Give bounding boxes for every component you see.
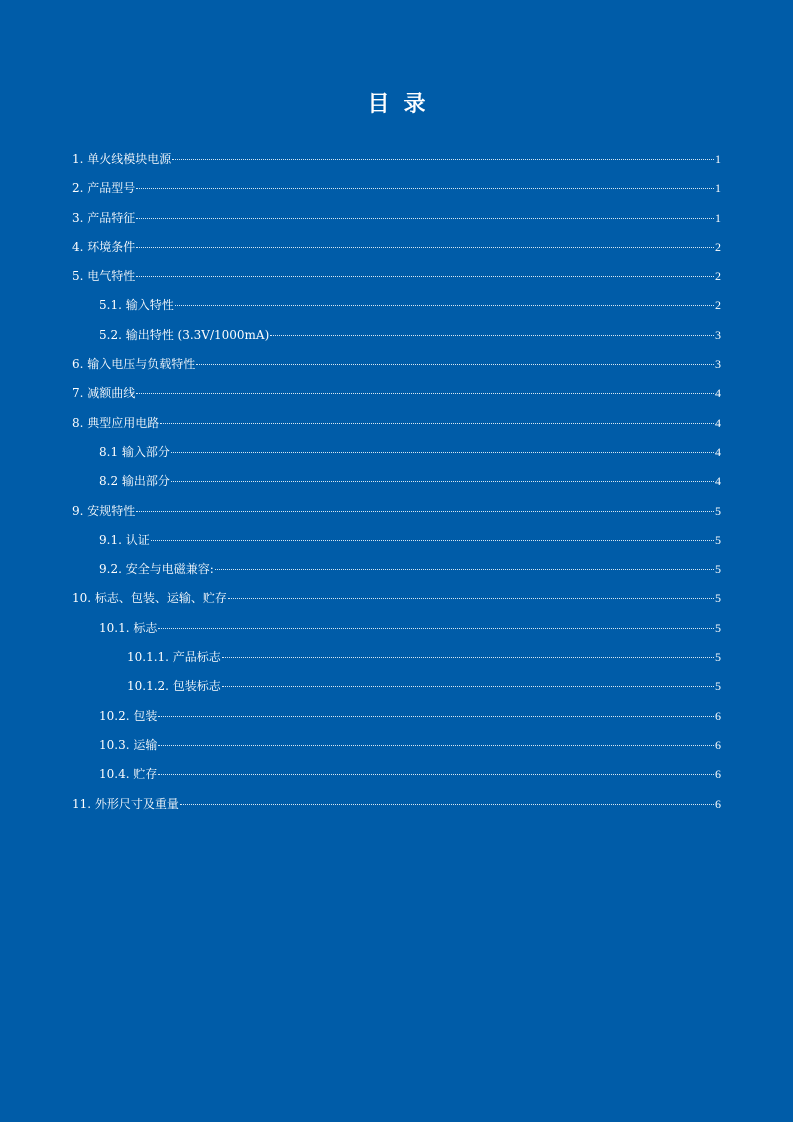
toc-entry[interactable] — [72, 795, 721, 824]
toc-entry-page-number: 1 — [715, 152, 721, 166]
dot-leader — [270, 335, 714, 336]
toc-entry-label: 9. 安规特性 — [72, 503, 136, 518]
toc-entry[interactable] — [72, 443, 721, 472]
toc-entry-page-number: 2 — [715, 239, 721, 254]
dot-leader — [160, 423, 714, 424]
toc-entry-page-number: 4 — [715, 474, 721, 489]
dot-leader — [136, 218, 714, 219]
toc-entry-label: 10.1.2. 包装标志 — [127, 679, 221, 694]
dot-leader — [171, 481, 714, 482]
dot-leader — [158, 716, 714, 717]
toc-entry-label: 8.2 输出部分 — [99, 474, 170, 489]
toc-entry[interactable] — [72, 414, 721, 443]
toc-entry-page-number: 5 — [715, 591, 721, 606]
dot-leader — [151, 540, 714, 541]
toc-entry[interactable] — [72, 589, 721, 618]
toc-entry-page-number: 6 — [715, 767, 721, 782]
toc-entry[interactable] — [72, 472, 721, 501]
toc-entry-label: 8.1 输入部分 — [99, 444, 170, 459]
toc-entry-label: 3. 产品特征 — [72, 210, 136, 225]
toc-entry-label: 5.2. 输出特性 (3.3V/1000mA) — [99, 327, 270, 342]
dot-leader — [158, 774, 714, 775]
toc-entry-label: 10.4. 贮存 — [99, 767, 158, 782]
toc-entry[interactable] — [72, 179, 721, 208]
toc-entry-page-number: 5 — [715, 503, 721, 518]
toc-entry[interactable] — [72, 502, 721, 531]
toc-entry-label: 9.2. 安全与电磁兼容: — [99, 562, 214, 577]
toc-entry-label: 10.2. 包装 — [99, 708, 158, 723]
toc-entry-label: 2. 产品型号 — [72, 181, 136, 196]
toc-entry-label: 5. 电气特性 — [72, 269, 136, 284]
toc-entry-page-number: 1 — [715, 210, 721, 225]
toc-entry-page-number: 6 — [715, 737, 721, 752]
toc-entry-label: 1. 单火线模块电源 — [72, 152, 172, 166]
toc-entry-page-number: 2 — [715, 269, 721, 284]
table-of-contents — [72, 150, 721, 824]
toc-entry[interactable] — [72, 355, 721, 384]
toc-entry-label: 7. 减额曲线 — [72, 386, 136, 401]
dot-leader — [180, 804, 714, 805]
toc-entry-page-number: 5 — [715, 679, 721, 694]
toc-entry-label: 5.1. 输入特性 — [99, 298, 174, 313]
dot-leader — [222, 686, 714, 687]
dot-leader — [215, 569, 714, 570]
dot-leader — [196, 364, 714, 365]
toc-entry[interactable] — [72, 326, 721, 355]
toc-entry[interactable] — [72, 560, 721, 589]
toc-entry-page-number: 4 — [715, 386, 721, 401]
dot-leader — [175, 305, 714, 306]
toc-entry-page-number: 4 — [715, 444, 721, 459]
toc-entry-page-number: 5 — [715, 620, 721, 635]
toc-entry-page-number: 5 — [715, 562, 721, 577]
page-title: 目录 — [367, 91, 440, 117]
toc-entry-label: 6. 输入电压与负载特性 — [72, 357, 196, 372]
dot-leader — [136, 393, 714, 394]
toc-entry-page-number: 4 — [715, 415, 721, 430]
dot-leader — [136, 511, 714, 512]
toc-entry[interactable] — [72, 150, 721, 179]
toc-entry[interactable] — [72, 619, 721, 648]
toc-entry-label: 4. 环境条件 — [72, 239, 136, 254]
toc-entry-label: 10.3. 运输 — [99, 737, 158, 752]
dot-leader — [228, 598, 714, 599]
toc-entry-page-number: 5 — [715, 532, 721, 547]
toc-entry[interactable] — [72, 736, 721, 765]
toc-entry-label: 8. 典型应用电路 — [72, 415, 160, 430]
dot-leader — [136, 188, 714, 189]
toc-entry-label: 10.1. 标志 — [99, 620, 158, 635]
dot-leader — [171, 452, 714, 453]
toc-entry-label: 11. 外形尺寸及重量 — [72, 796, 179, 811]
toc-entry-page-number: 1 — [715, 181, 721, 196]
toc-entry-page-number: 3 — [715, 357, 721, 372]
toc-entry[interactable] — [72, 531, 721, 560]
dot-leader — [222, 657, 714, 658]
toc-entry[interactable] — [72, 677, 721, 706]
toc-entry-label: 10. 标志、包装、运输、贮存 — [72, 591, 227, 606]
toc-entry-page-number: 5 — [715, 650, 721, 665]
dot-leader — [158, 745, 714, 746]
toc-entry[interactable] — [72, 209, 721, 238]
toc-entry[interactable] — [72, 384, 721, 413]
toc-entry[interactable] — [72, 267, 721, 296]
toc-entry-page-number: 6 — [715, 708, 721, 723]
toc-entry[interactable] — [72, 707, 721, 736]
toc-entry[interactable] — [72, 648, 721, 677]
dot-leader — [158, 628, 714, 629]
dot-leader — [136, 247, 714, 248]
toc-entry-page-number: 6 — [715, 796, 721, 811]
toc-entry-page-number: 3 — [715, 327, 721, 342]
toc-entry[interactable] — [72, 296, 721, 325]
toc-entry-label: 9.1. 认证 — [99, 532, 150, 547]
dot-leader — [172, 159, 714, 160]
toc-entry-label: 10.1.1. 产品标志 — [127, 650, 221, 665]
dot-leader — [136, 276, 714, 277]
toc-entry[interactable] — [72, 238, 721, 267]
toc-entry-page-number: 2 — [715, 298, 721, 313]
toc-entry[interactable] — [72, 765, 721, 794]
